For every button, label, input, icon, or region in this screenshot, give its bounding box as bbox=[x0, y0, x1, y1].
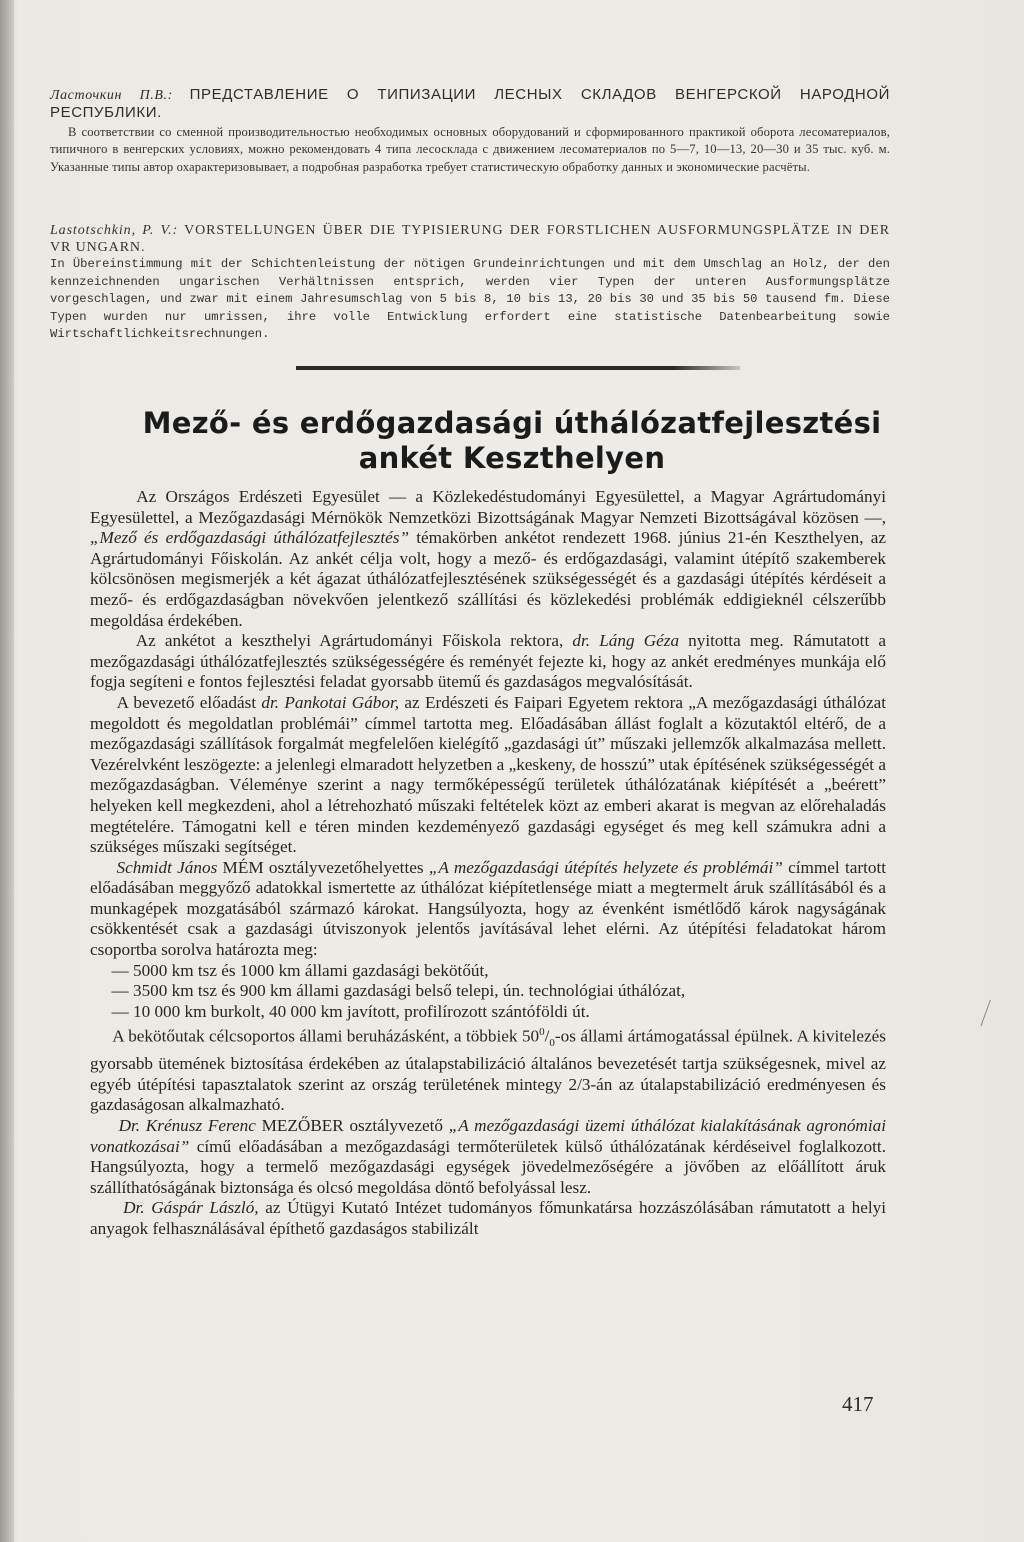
article-heading-line1: Mező- és erdőgazdasági úthálózatfejlesztési bbox=[142, 406, 882, 440]
paragraph-5-text-a: A bekötőutak célcsoportos állami beruházásként, a többiek 50 bbox=[112, 1027, 540, 1047]
page-number: 417 bbox=[842, 1392, 874, 1416]
list-item-3 bbox=[90, 1002, 886, 1023]
paragraph-4-italic-name: Schmidt János bbox=[116, 857, 218, 877]
paragraph-3 bbox=[90, 693, 886, 858]
list-item-1-text: — 5000 km tsz és 1000 km állami gazdasági bekötőút, bbox=[111, 960, 489, 980]
percent-sup: 0 bbox=[539, 1026, 545, 1039]
article-heading-line2: ankét Keszthelyen bbox=[358, 441, 666, 475]
paragraph-6-text-b: MEZŐBER osztályvezető bbox=[255, 1115, 449, 1135]
list-item-3-text: — 10 000 km burkolt, 40 000 km javított, profilírozott szántóföldi út. bbox=[111, 1001, 590, 1021]
paragraph-3-text-c: az Erdészeti és Faipari Egyetem rektora „A mezőgazdasági úthálózat megoldott és megoldatlan problémái” címmel tartotta meg. Előadásában állást foglalt a közutaktól eltérő, de a mezőgazdasági szállítások forgalmát megfelelően kielégítő „gazdasági út” műszaki jellemzők alkalmazása mellett. Vezérelvként leszögezte: a jelenlegi elmaradott helyzetben a „keskeny, de hosszú” utak építésének szükségességét a mezőgazdaságban. Véleménye szerint a nagy termőképességű területek úthálózatának kiépítését a „beérett” helyeken kell megkezdeni, ahol a létrehozható műszaki feltételek közt az emberi akarat is megvan az előrehaladás megtételére. Támogatni kell e téren minden kezdeményező gazdasági egységet és meg kell számukra adni a szükséges műszaki segítséget. bbox=[90, 692, 886, 857]
article-body bbox=[90, 487, 886, 1240]
percent-sub: 0 bbox=[549, 1037, 555, 1050]
section-divider bbox=[296, 366, 740, 370]
paragraph-7-italic-name: Dr. Gáspár László, bbox=[123, 1198, 259, 1218]
paragraph-2-italic: dr. Láng Géza bbox=[572, 631, 680, 651]
paragraph-7 bbox=[90, 1198, 886, 1239]
percent-slash: / bbox=[544, 1027, 550, 1047]
paragraph-4-text-d: címmel tartott előadásában meggyőző adatokkal ismertette az úthálózat kiépítetlensége miatt a megtermelt áruk szállításából és a munkagépek mozgatásából származó károkat. Hangsúlyozta, hogy az évenként ismétlődő károk nagyságának csökkentését csak a gazdasági útviszonyok jelentős javításával lehet elérni. Az útépítési feladatokat három csoportba sorolva határozta meg: bbox=[90, 857, 886, 960]
paragraph-6 bbox=[90, 1116, 886, 1198]
binding-shadow bbox=[0, 0, 14, 1542]
paragraph-3-italic: dr. Pankotai Gábor, bbox=[261, 692, 400, 712]
margin-pencil-mark bbox=[980, 1000, 996, 1029]
german-abstract-body: In Übereinstimmung mit der Schichtenleistung der nötigen Grundeinrichtungen und mit dem Umschlag an Holz, der den kennzeichnenden ungarischen Verhältnissen entsprich, werden vier Typen der unteren Ausformungsplätze vorgeschlagen, und zwar mit einem Jahresumschlag von 5 bis 8, 10 bis 13, 20 bis 30 und 35 bis 50 tausend fm. Diese Typen wurden nur umrissen, ihre volle Entwicklung erfordert eine statistische Datenbearbeitung sowie Wirtschaftlichkeitsrechnungen. bbox=[50, 257, 890, 342]
list-item-1 bbox=[90, 961, 886, 982]
list-item-2 bbox=[90, 981, 886, 1002]
russian-abstract-title bbox=[50, 86, 890, 123]
russian-abstract-heading: ПРЕДСТАВЛЕНИЕ О ТИПИЗАЦИИ ЛЕСНЫХ СКЛАДОВ ВЕНГЕРСКОЙ НАРОДНОЙ РЕСПУБЛИКИ. bbox=[50, 86, 890, 122]
paragraph-4-italic-title: „A mezőgazdasági útépítés helyzete és problémái” bbox=[428, 857, 783, 877]
paragraph-2-text-c: nyitotta meg. Rámutatott a mezőgazdasági úthálózatfejlesztés szükségességére és reményét fejezte ki, hogy az ankét eredményes munkája elő fogja segíteni e fontos fejlesztési feladat gyorsabb ütemű és gazdaságos megvalósítását. bbox=[90, 631, 887, 692]
paragraph-3-text-a: A bevezető előadást bbox=[116, 692, 262, 712]
paragraph-1-text-a: Az Országos Erdészeti Egyesület — a Közlekedéstudományi Egyesülettel, a Magyar Agrártudományi Egyesülettel, a Mezőgazdasági Mérnökök Nemzetközi Bizottságának Magyar Nemzeti Bizottságával közösen —, bbox=[90, 487, 886, 527]
russian-abstract-body: В соответствии со сменной производительностью необходимых основных оборудований и сформированного практикой оборота лесоматериалов, типичного в венгерских условиях, можно рекомендовать 4 типа лесосклада с движением лесоматериалов по 5—7, 10—13, 20—30 и 35 тыс. куб. м. Указанные типы автор охарактеризовывает, а подробная разработка требует статистическую обработку данных и экономические расчёты. bbox=[50, 125, 890, 174]
paragraph-5-text-e: -os állami ártámogatással épülnek. A kivitelezés gyorsabb ütemének biztosítása érdekében az útalapstabilizáció általános bevezetését tartja szükségesnek, mivel az egyéb útépítési tapasztalatok szerint az ország területének mintegy 2/3-án az útalapstabilizáció eredményesen és gazdaságosan alkalmazható. bbox=[90, 1027, 886, 1115]
list-item-2-text: — 3500 km tsz és 900 km állami gazdasági belső telepi, ún. technológiai úthálózat, bbox=[111, 981, 686, 1001]
paragraph-6-italic-name: Dr. Krénusz Ferenc bbox=[118, 1115, 256, 1135]
paragraph-1-italic: „Mező és erdőgazdasági úthálózatfejlesztés” bbox=[90, 528, 410, 548]
paragraph-6-italic-title: „A mezőgazdasági üzemi úthálózat kialakításának agronómiai vonatkozásai” bbox=[90, 1115, 886, 1156]
german-abstract-heading: VORSTELLUNGEN ÜBER DIE TYPISIERUNG DER FORSTLICHEN AUSFORMUNGSPLÄTZE IN DER VR UNGARN. bbox=[50, 223, 890, 256]
german-abstract-title bbox=[50, 222, 890, 257]
paragraph-1 bbox=[90, 487, 886, 631]
paragraph-5 bbox=[90, 1022, 886, 1116]
paragraph-1-text-c: témakörben ankétot rendezett 1968. június 21-én Keszthelyen, az Agrártudományi Főiskolán. Az ankét célja volt, hogy a mező- és erdőgazdasági, valamint útépítő szakemberek kölcsönösen megismerjék a két ágazat úthálózatfejlesztésének szükségességét és a gazdasági útépítés kérdéseit a mező- és erdőgazdaságban növekvően jelentkező szállítási és közlekedési problémák eddigieknél célszerűbb megoldása érdekében. bbox=[90, 528, 886, 630]
paragraph-4 bbox=[90, 858, 886, 961]
russian-abstract-author: Ласточкин П.В.: bbox=[50, 88, 173, 103]
german-abstract-author: Lastotschkin, P. V.: bbox=[50, 223, 179, 238]
paragraph-4-text-b: MÉM osztályvezetőhelyettes bbox=[217, 857, 429, 877]
paragraph-2-text-a: Az ankétot a keszthelyi Agrártudományi Főiskola rektora, bbox=[135, 631, 573, 651]
paragraph-7-text-b: az Útügyi Kutató Intézet tudományos főmunkatársa hozzászólásában rámutatott a helyi anyagok felhasználásával építhető gazdaságos stabilizált bbox=[90, 1198, 887, 1238]
paragraph-2 bbox=[90, 631, 886, 693]
paragraph-6-text-d: című előadásában a mezőgazdasági termőterületek külső úthálózatának kérdéseivel foglalkozott. Hangsúlyozta, hogy a termelő mezőgazdasági egységek jövedelmezőségére a jövőben az előállított áruk szállíthatóságának biztonsága és olcsó megoldása döntő befolyással lesz. bbox=[90, 1136, 886, 1197]
